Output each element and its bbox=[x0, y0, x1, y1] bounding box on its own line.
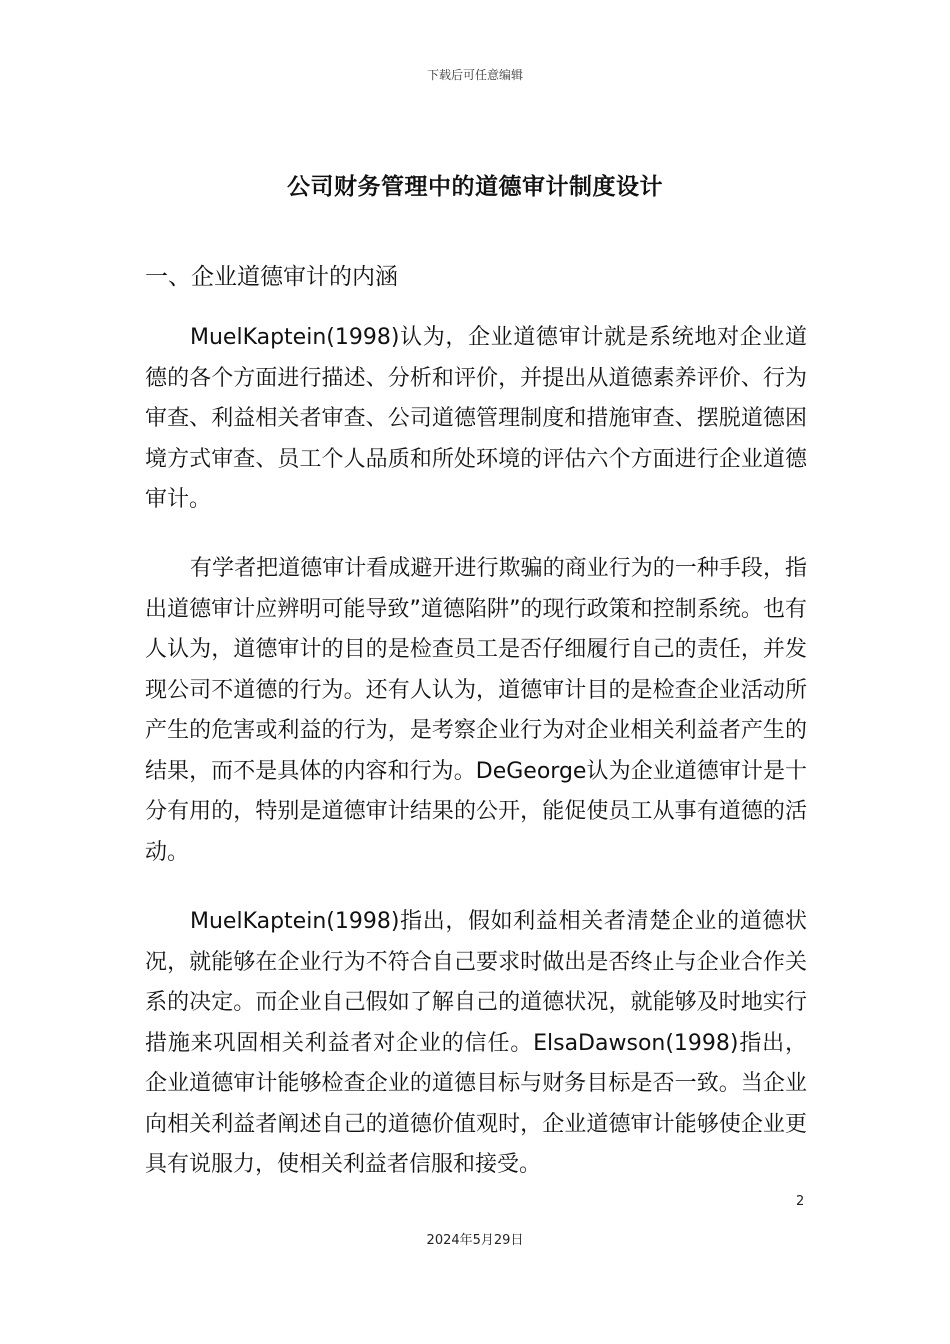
paragraph-3: MuelKaptein(1998)指出，假如利益相关者清楚企业的道德状况，就能够在企业行为不符合自己要求时做出是否终止与企业合作关系的决定。而企业自己假如了解自己的道德状况，就能够及时地实行措施来巩固相关利益者对企业的信任。ElsaDawson(1998)指出，企业道德审计能够检查企业的道德目标与财务目标是否一致。当企业向相关利益者阐述自己的道德价值观时，企业道德审计能够使企业更具有说服力，使相关利益者信服和接受。 bbox=[145, 909, 807, 1177]
paragraph-2: 有学者把道德审计看成避开进行欺骗的商业行为的一种手段，指出道德审计应辨明可能导致”道德陷阱”的现行政策和控制系统。也有人认为，道德审计的目的是检查员工是否仔细履行自己的责任，并发现公司不道德的行为。还有人认为，道德审计目的是检查企业活动所产生的危害或利益的行为，是考察企业行为对企业相关利益者产生的结果，而不是具体的内容和行为。DeGeorge认为企业道德审计是十分有用的，特别是道德审计结果的公开，能促使员工从事有道德的活动。 bbox=[145, 556, 807, 865]
section-heading: 一、企业道德审计的内涵 bbox=[145, 264, 398, 290]
page-number: 2 bbox=[796, 1194, 805, 1209]
document-title: 公司财务管理中的道德审计制度设计 bbox=[287, 174, 663, 200]
header-note: 下载后可任意编辑 bbox=[426, 68, 523, 82]
footer-date: 2024年5月29日 bbox=[426, 1233, 524, 1248]
paragraph-1: MuelKaptein(1998)认为，企业道德审计就是系统地对企业道德的各个方面进行描述、分析和评价，并提出从道德素养评价、行为审查、利益相关者审查、公司道德管理制度和措施审查、摆脱道德困境方式审查、员工个人品质和所处环境的评估六个方面进行企业道德审计。 bbox=[145, 325, 807, 512]
